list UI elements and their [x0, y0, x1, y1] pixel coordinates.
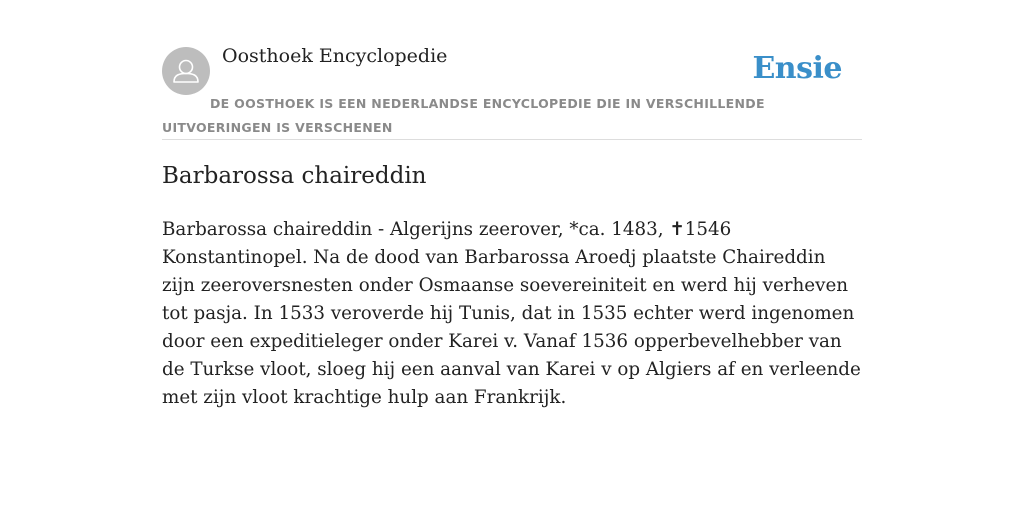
- header: [162, 44, 862, 140]
- user-icon: [162, 47, 210, 95]
- article-title: Barbarossa chaireddin: [162, 163, 427, 189]
- brand-logo[interactable]: Ensie: [752, 51, 842, 86]
- author-name[interactable]: Oosthoek Encyclopedie: [222, 45, 448, 67]
- avatar[interactable]: [162, 47, 210, 95]
- author-description: DE OOSTHOEK IS EEN NEDERLANDSE ENCYCLOPEDIE DIE IN VERSCHILLENDE UITVOERINGEN IS VERSCHENEN: [162, 96, 765, 135]
- article-body: Barbarossa chaireddin - Algerijns zeerover, *ca. 1483, ✝1546 Konstantinopel. Na de dood van Barbarossa Aroedj plaatste Chaireddin zijn zeeroversnesten onder Osmaanse soevereiniteit en werd hij verheven tot pasja. In 1533 veroverde hij Tunis, dat in 1535 echter werd ingenomen door een expeditieleger onder Karei v. Vanaf 1536 opperbevelhebber van de Turkse vloot, sloeg hij een aanval van Karei v op Algiers af en verleende met zijn vloot krachtige hulp aan Frankrijk.: [162, 219, 861, 408]
